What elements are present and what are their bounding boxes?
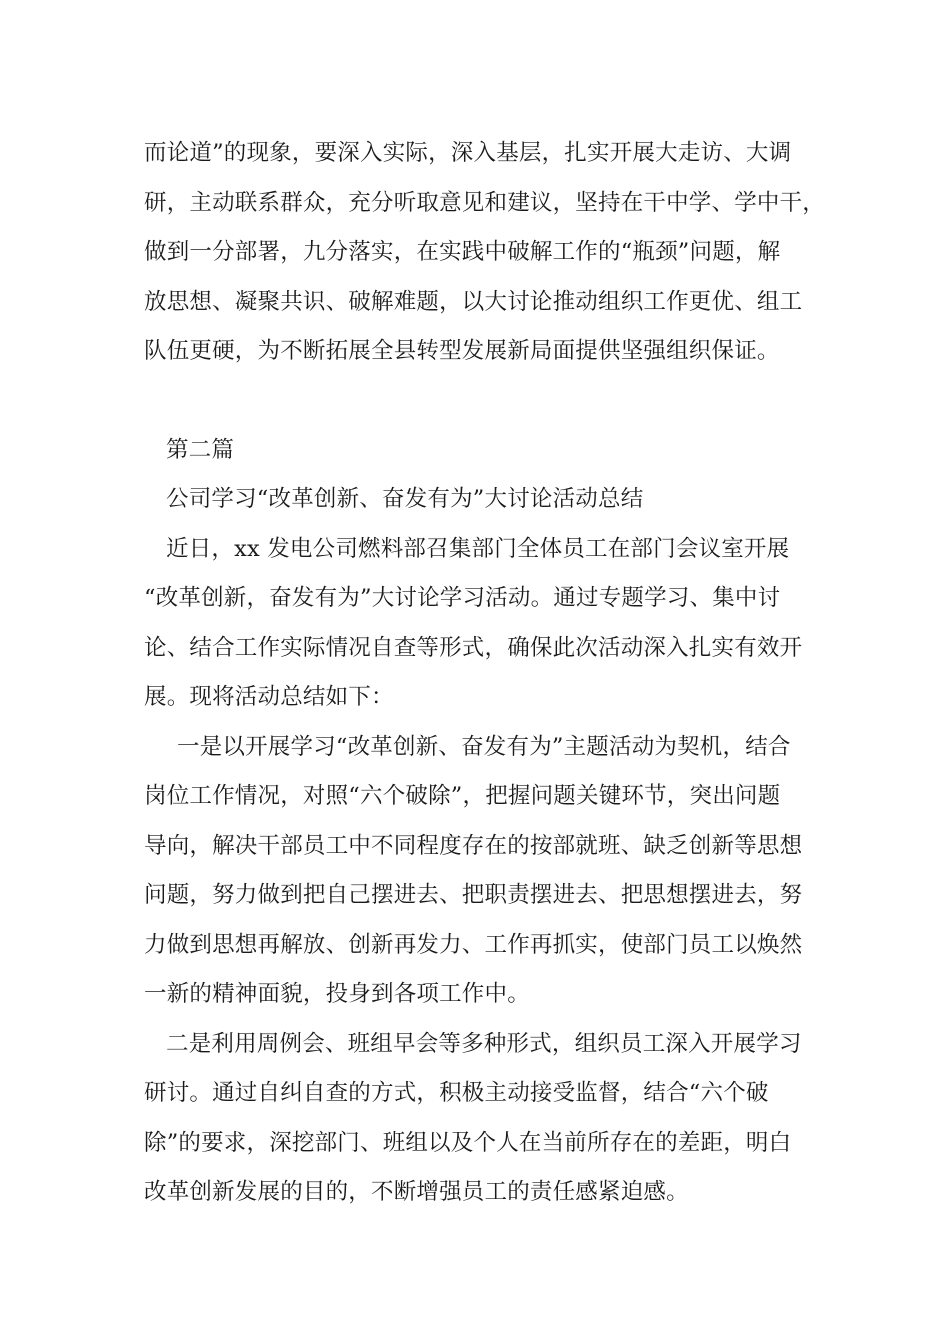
text-line: 除”的要求，深挖部门、班组以及个人在当前所存在的差距，明白 xyxy=(144,1130,792,1156)
text-line: 岗位工作情况，对照“六个破除”，把握问题关键环节，突出问题 xyxy=(144,783,781,809)
article-title: 公司学习“改革创新、奋发有为”大讨论活动总结 xyxy=(166,486,644,512)
text-line: 队伍更硬，为不断拓展全县转型发展新局面提供坚强组织保证。 xyxy=(144,338,780,364)
text-line: 做到一分部署，九分落实，在实践中破解工作的“瓶颈”问题，解 xyxy=(144,239,781,265)
text-line: 而论道”的现象，要深入实际，深入基层，扎实开展大走访、大调 xyxy=(144,140,792,166)
section-heading: 第二篇 xyxy=(166,437,235,463)
text-line: 展。现将活动总结如下： xyxy=(144,684,394,710)
text-line: 研，主动联系群众，充分听取意见和建议，坚持在干中学、学中干， xyxy=(144,190,826,216)
text-line: 导向，解决干部员工中不同程度存在的按部就班、缺乏创新等思想 xyxy=(144,833,803,859)
text-line: 二是利用周例会、班组早会等多种形式，组织员工深入开展学习 xyxy=(166,1031,802,1057)
text-line: 一是以开展学习“改革创新、奋发有为”主题活动为契机，结合 xyxy=(177,734,791,760)
text-line: 论、结合工作实际情况自查等形式，确保此次活动深入扎实有效开 xyxy=(144,635,803,661)
text-line: 研讨。通过自纠自查的方式，积极主动接受监督，结合“六个破 xyxy=(144,1080,769,1106)
text-line: 改革创新发展的目的，不断增强员工的责任感紧迫感。 xyxy=(144,1179,689,1205)
text-line: 问题，努力做到把自己摆进去、把职责摆进去、把思想摆进去，努 xyxy=(144,882,803,908)
text-line: 放思想、凝聚共识、破解难题，以大讨论推动组织工作更优、组工 xyxy=(144,289,803,315)
text-line: “改革创新，奋发有为”大讨论学习活动。通过专题学习、集中讨 xyxy=(144,585,781,611)
text-line: 近日，xx 发电公司燃料部召集部门全体员工在部门会议室开展 xyxy=(166,536,790,562)
text-line: 力做到思想再解放、创新再发力、工作再抓实，使部门员工以焕然 xyxy=(144,932,803,958)
text-line: 一新的精神面貌，投身到各项工作中。 xyxy=(144,981,530,1007)
